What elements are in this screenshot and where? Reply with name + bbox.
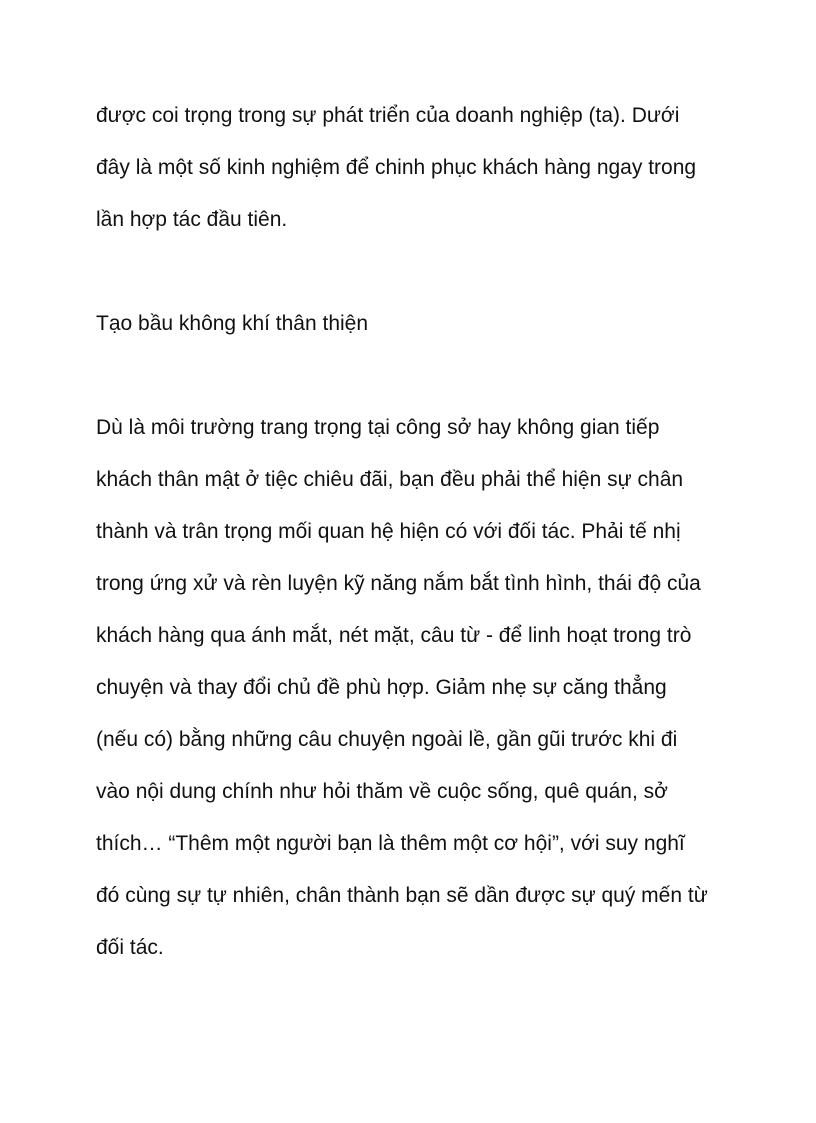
intro-line-2: đây là một số kinh nghiệm để chinh phục khách hàng ngay trong (96, 156, 697, 179)
body-line-2: khách thân mật ở tiệc chiêu đãi, bạn đều phải thể hiện sự chân (96, 468, 684, 491)
section-heading: Tạo bầu không khí thân thiện (96, 312, 369, 335)
body-line-6: chuyện và thay đổi chủ đề phù hợp. Giảm nhẹ sự căng thẳng (96, 676, 667, 699)
body-line-11: đối tác. (96, 936, 164, 959)
body-line-4: trong ứng xử và rèn luyện kỹ năng nắm bắt tình hình, thái độ của (96, 572, 701, 595)
body-line-7: (nếu có) bằng những câu chuyện ngoài lề, gần gũi trước khi đi (96, 728, 678, 751)
body-line-9: thích… “Thêm một người bạn là thêm một cơ hội”, với suy nghĩ (96, 832, 685, 855)
intro-line-3: lần hợp tác đầu tiên. (96, 208, 288, 231)
body-line-10: đó cùng sự tự nhiên, chân thành bạn sẽ dần được sự quý mến từ (96, 884, 708, 907)
body-line-5: khách hàng qua ánh mắt, nét mặt, câu từ - để linh hoạt trong trò (96, 624, 692, 647)
body-line-8: vào nội dung chính như hỏi thăm về cuộc sống, quê quán, sở (96, 780, 668, 803)
body-line-1: Dù là môi trường trang trọng tại công sở hay không gian tiếp (96, 416, 660, 439)
intro-line-1: được coi trọng trong sự phát triển của doanh nghiệp (ta). Dưới (96, 104, 680, 127)
body-line-3: thành và trân trọng mối quan hệ hiện có với đối tác. Phải tế nhị (96, 520, 681, 543)
